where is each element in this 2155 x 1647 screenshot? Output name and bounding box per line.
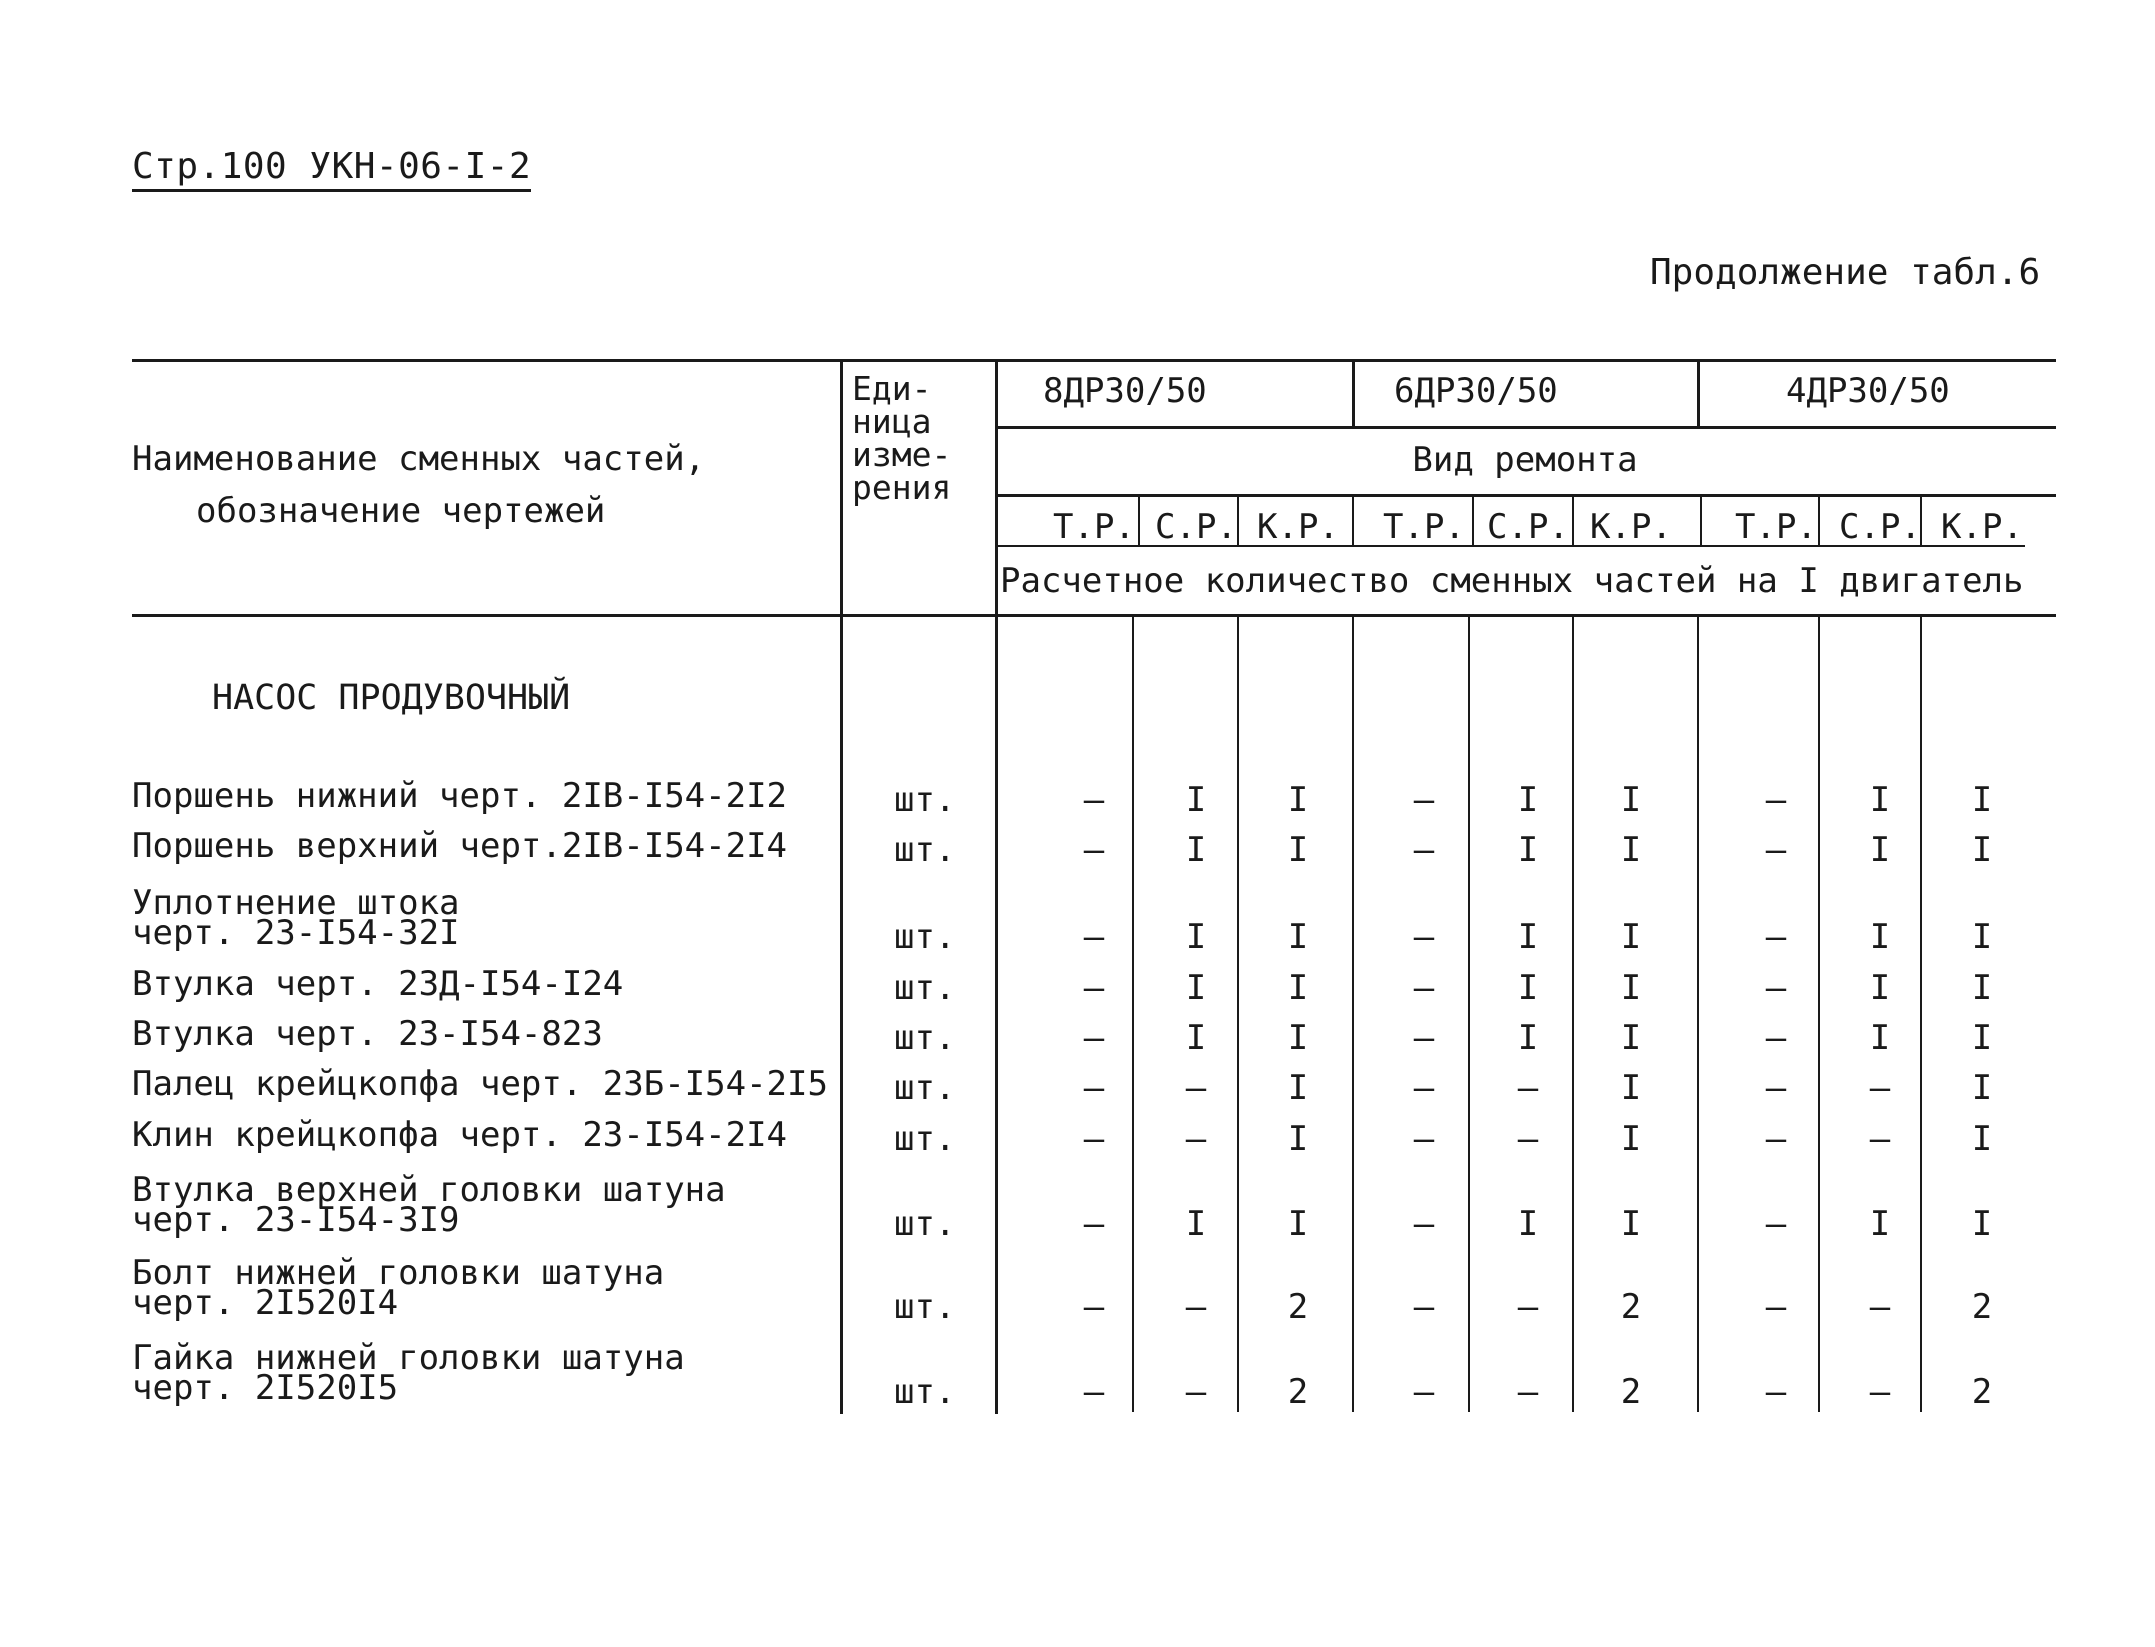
unit-header-line: ница <box>852 402 932 441</box>
part-name <box>132 1253 665 1323</box>
quantity-cell: I <box>1620 1068 1642 1108</box>
quantity-cell: I <box>1517 968 1539 1008</box>
value-column-divider <box>1468 616 1470 1412</box>
quantity-cell: I <box>1620 968 1642 1008</box>
quantity-cell: I <box>1287 830 1309 870</box>
quantity-cell: I <box>1185 1204 1207 1244</box>
quantity-cell: 2 <box>1971 1287 1993 1327</box>
quantity-cell: 2 <box>1620 1372 1642 1412</box>
repair-type-divider <box>1237 496 1239 546</box>
quantity-cell: – <box>1869 1372 1891 1412</box>
quantity-cell: I <box>1287 1204 1309 1244</box>
quantity-cell: – <box>1413 830 1435 870</box>
quantity-cell: – <box>1413 1119 1435 1159</box>
value-column-divider <box>1818 616 1820 1412</box>
repair-type-divider <box>1352 496 1354 546</box>
quantity-cell: – <box>1413 917 1435 957</box>
quantity-cell: I <box>1869 780 1891 820</box>
quantity-cell: – <box>1083 830 1105 870</box>
value-column-divider <box>1352 616 1354 1412</box>
part-name <box>132 1115 788 1155</box>
unit-cell: шт. <box>894 780 956 820</box>
quantity-cell: I <box>1971 1068 1993 1108</box>
quantity-cell: I <box>1517 830 1539 870</box>
quantity-cell: – <box>1765 1068 1787 1108</box>
quantity-cell: – <box>1083 780 1105 820</box>
part-name-line: Палец крейцкопфа черт. 23Б-I54-2I5 <box>132 1064 828 1104</box>
quantity-cell: – <box>1083 1119 1105 1159</box>
quantity-cell: – <box>1413 1068 1435 1108</box>
quantity-cell: – <box>1765 1018 1787 1058</box>
quantity-cell: I <box>1287 1119 1309 1159</box>
repair-type-header: Т.Р. <box>1735 507 1817 547</box>
unit-cell: шт. <box>894 1119 956 1159</box>
unit-cell: шт. <box>894 1287 956 1327</box>
quantity-cell: – <box>1413 1372 1435 1412</box>
quantity-cell: I <box>1971 917 1993 957</box>
unit-cell: шт. <box>894 1204 956 1244</box>
quantity-cell: 2 <box>1620 1287 1642 1327</box>
quantity-cell: – <box>1765 917 1787 957</box>
quantity-cell: – <box>1185 1287 1207 1327</box>
quantity-cell: I <box>1185 1018 1207 1058</box>
quantity-cell: I <box>1869 968 1891 1008</box>
quantity-cell: I <box>1517 1018 1539 1058</box>
quantity-cell: I <box>1869 1018 1891 1058</box>
quantity-cell: I <box>1287 1018 1309 1058</box>
repair-type-divider <box>1138 496 1140 546</box>
quantity-cell: – <box>1413 1287 1435 1327</box>
part-name-line: Втулка черт. 23Д-I54-I24 <box>132 964 624 1004</box>
repair-type-divider <box>1572 496 1574 546</box>
quantity-cell: – <box>1517 1287 1539 1327</box>
quantity-cell: I <box>1517 917 1539 957</box>
quantity-cell: – <box>1083 917 1105 957</box>
quantity-note: Расчетное количество сменных частей на I двигатель <box>1000 561 2024 601</box>
quantity-cell: I <box>1185 968 1207 1008</box>
repair-type-header: К.Р. <box>1941 507 2023 547</box>
unit-column-header <box>852 369 982 507</box>
quantity-cell: – <box>1083 1068 1105 1108</box>
quantity-cell: I <box>1185 917 1207 957</box>
value-column-divider <box>1920 616 1922 1412</box>
unit-header-line: Еди- <box>852 369 932 408</box>
unit-cell: шт. <box>894 1068 956 1108</box>
quantity-cell: I <box>1620 1204 1642 1244</box>
name-column-header-line-2: обозначение чертежей <box>196 491 606 531</box>
part-name-line: Втулка черт. 23-I54-823 <box>132 1014 603 1054</box>
value-column-divider <box>1697 616 1699 1412</box>
quantity-cell: I <box>1620 830 1642 870</box>
quantity-cell: I <box>1517 1204 1539 1244</box>
quantity-cell: I <box>1971 1018 1993 1058</box>
part-name-line: Клин крейцкопфа черт. 23-I54-2I4 <box>132 1115 788 1155</box>
quantity-cell: I <box>1287 968 1309 1008</box>
engine-header-8dr: 8ДР30/50 <box>1043 371 1207 411</box>
quantity-cell: I <box>1869 917 1891 957</box>
repair-type-header: Т.Р. <box>1383 507 1465 547</box>
quantity-cell: – <box>1517 1119 1539 1159</box>
quantity-cell: 2 <box>1287 1287 1309 1327</box>
part-name-line: Гайка нижней головки шатуна <box>132 1338 685 1378</box>
quantity-cell: – <box>1083 968 1105 1008</box>
name-column-header-line-1: Наименование сменных частей, <box>132 439 706 479</box>
value-column-divider <box>1132 616 1134 1412</box>
quantity-cell: – <box>1413 1204 1435 1244</box>
part-name-line: Поршень верхний черт.2IВ-I54-2I4 <box>132 826 788 866</box>
engine-header-4dr: 4ДР30/50 <box>1786 371 1950 411</box>
quantity-cell: I <box>1185 830 1207 870</box>
quantity-cell: I <box>1971 968 1993 1008</box>
quantity-cell: I <box>1971 1204 1993 1244</box>
part-name-line: черт. 23-I54-32I <box>132 913 460 953</box>
quantity-cell: I <box>1620 1119 1642 1159</box>
quantity-cell: 2 <box>1287 1372 1309 1412</box>
repair-type-divider <box>1700 496 1702 546</box>
part-name <box>132 1170 726 1240</box>
quantity-cell: – <box>1413 968 1435 1008</box>
part-name-line: черт. 2I520I5 <box>132 1368 399 1408</box>
quantity-cell: – <box>1765 1119 1787 1159</box>
quantity-cell: – <box>1869 1287 1891 1327</box>
unit-column-divider <box>995 361 998 1414</box>
quantity-cell: I <box>1287 917 1309 957</box>
repair-type-header: С.Р. <box>1487 507 1569 547</box>
quantity-cell: I <box>1287 780 1309 820</box>
quantity-cell: I <box>1620 780 1642 820</box>
quantity-cell: – <box>1765 830 1787 870</box>
quantity-cell: I <box>1869 1204 1891 1244</box>
quantity-cell: – <box>1185 1372 1207 1412</box>
repair-type-divider <box>1920 496 1922 546</box>
quantity-cell: – <box>1517 1372 1539 1412</box>
part-name-line: Болт нижней головки шатуна <box>132 1253 665 1293</box>
quantity-cell: – <box>1413 780 1435 820</box>
part-name <box>132 776 788 816</box>
quantity-cell: I <box>1185 780 1207 820</box>
quantity-cell: I <box>1620 1018 1642 1058</box>
repair-type-divider <box>1818 496 1820 546</box>
unit-cell: шт. <box>894 968 956 1008</box>
quantity-cell: – <box>1083 1204 1105 1244</box>
quantity-cell: I <box>1971 1119 1993 1159</box>
quantity-cell: – <box>1517 1068 1539 1108</box>
repair-type-header: К.Р. <box>1257 507 1339 547</box>
quantity-cell: – <box>1765 1372 1787 1412</box>
quantity-cell: I <box>1620 917 1642 957</box>
repair-type-header: Т.Р. <box>1053 507 1135 547</box>
value-column-divider <box>1572 616 1574 1412</box>
part-name <box>132 964 624 1004</box>
engine-header-6dr: 6ДР30/50 <box>1394 371 1558 411</box>
value-column-divider <box>1237 616 1239 1412</box>
quantity-cell: I <box>1971 780 1993 820</box>
engine-rule <box>995 426 2056 429</box>
repair-type-divider <box>1472 496 1474 546</box>
engine-divider-2 <box>1697 361 1700 427</box>
repair-type-header: К.Р. <box>1590 507 1672 547</box>
quantity-cell: I <box>1287 1068 1309 1108</box>
part-name <box>132 1338 685 1408</box>
quantity-cell: – <box>1869 1068 1891 1108</box>
repair-type-header: С.Р. <box>1155 507 1237 547</box>
continuation-label: Продолжение табл.6 <box>1650 252 2041 293</box>
part-name-line: Уплотнение штока <box>132 883 460 923</box>
unit-cell: шт. <box>894 830 956 870</box>
header-bottom-rule <box>132 614 2056 617</box>
quantity-cell: – <box>1765 968 1787 1008</box>
quantity-cell: – <box>1083 1372 1105 1412</box>
part-name-line: Втулка верхней головки шатуна <box>132 1170 726 1210</box>
quantity-cell: I <box>1869 830 1891 870</box>
quantity-cell: – <box>1083 1018 1105 1058</box>
part-name-line: Поршень нижний черт. 2IВ-I54-2I2 <box>132 776 788 816</box>
quantity-cell: – <box>1413 1018 1435 1058</box>
part-name <box>132 1064 828 1104</box>
part-name <box>132 826 788 866</box>
quantity-cell: – <box>1765 1287 1787 1327</box>
repair-type-header: С.Р. <box>1839 507 1921 547</box>
quantity-cell: 2 <box>1971 1372 1993 1412</box>
quantity-cell: – <box>1185 1119 1207 1159</box>
quantity-cell: – <box>1869 1119 1891 1159</box>
page-reference: Стр.100 УКН-06-I-2 <box>132 146 531 192</box>
table-top-rule <box>132 359 2056 362</box>
repair-kind-rule <box>995 494 2056 497</box>
part-name <box>132 883 460 953</box>
quantity-cell: I <box>1517 780 1539 820</box>
part-name <box>132 1014 603 1054</box>
unit-cell: шт. <box>894 1018 956 1058</box>
part-name-line: черт. 2I520I4 <box>132 1283 399 1323</box>
unit-cell: шт. <box>894 1372 956 1412</box>
quantity-cell: – <box>1083 1287 1105 1327</box>
unit-header-line: изме- <box>852 435 952 474</box>
section-title: НАСОС ПРОДУВОЧНЫЙ <box>212 678 571 718</box>
repair-kind-header: Вид ремонта <box>1412 440 1638 480</box>
quantity-cell: – <box>1765 780 1787 820</box>
unit-header-line: рения <box>852 468 952 507</box>
engine-divider-1 <box>1352 361 1355 427</box>
quantity-cell: – <box>1185 1068 1207 1108</box>
quantity-cell: I <box>1971 830 1993 870</box>
name-column-divider <box>840 361 843 1414</box>
part-name-line: черт. 23-I54-3I9 <box>132 1200 460 1240</box>
quantity-cell: – <box>1765 1204 1787 1244</box>
unit-cell: шт. <box>894 917 956 957</box>
